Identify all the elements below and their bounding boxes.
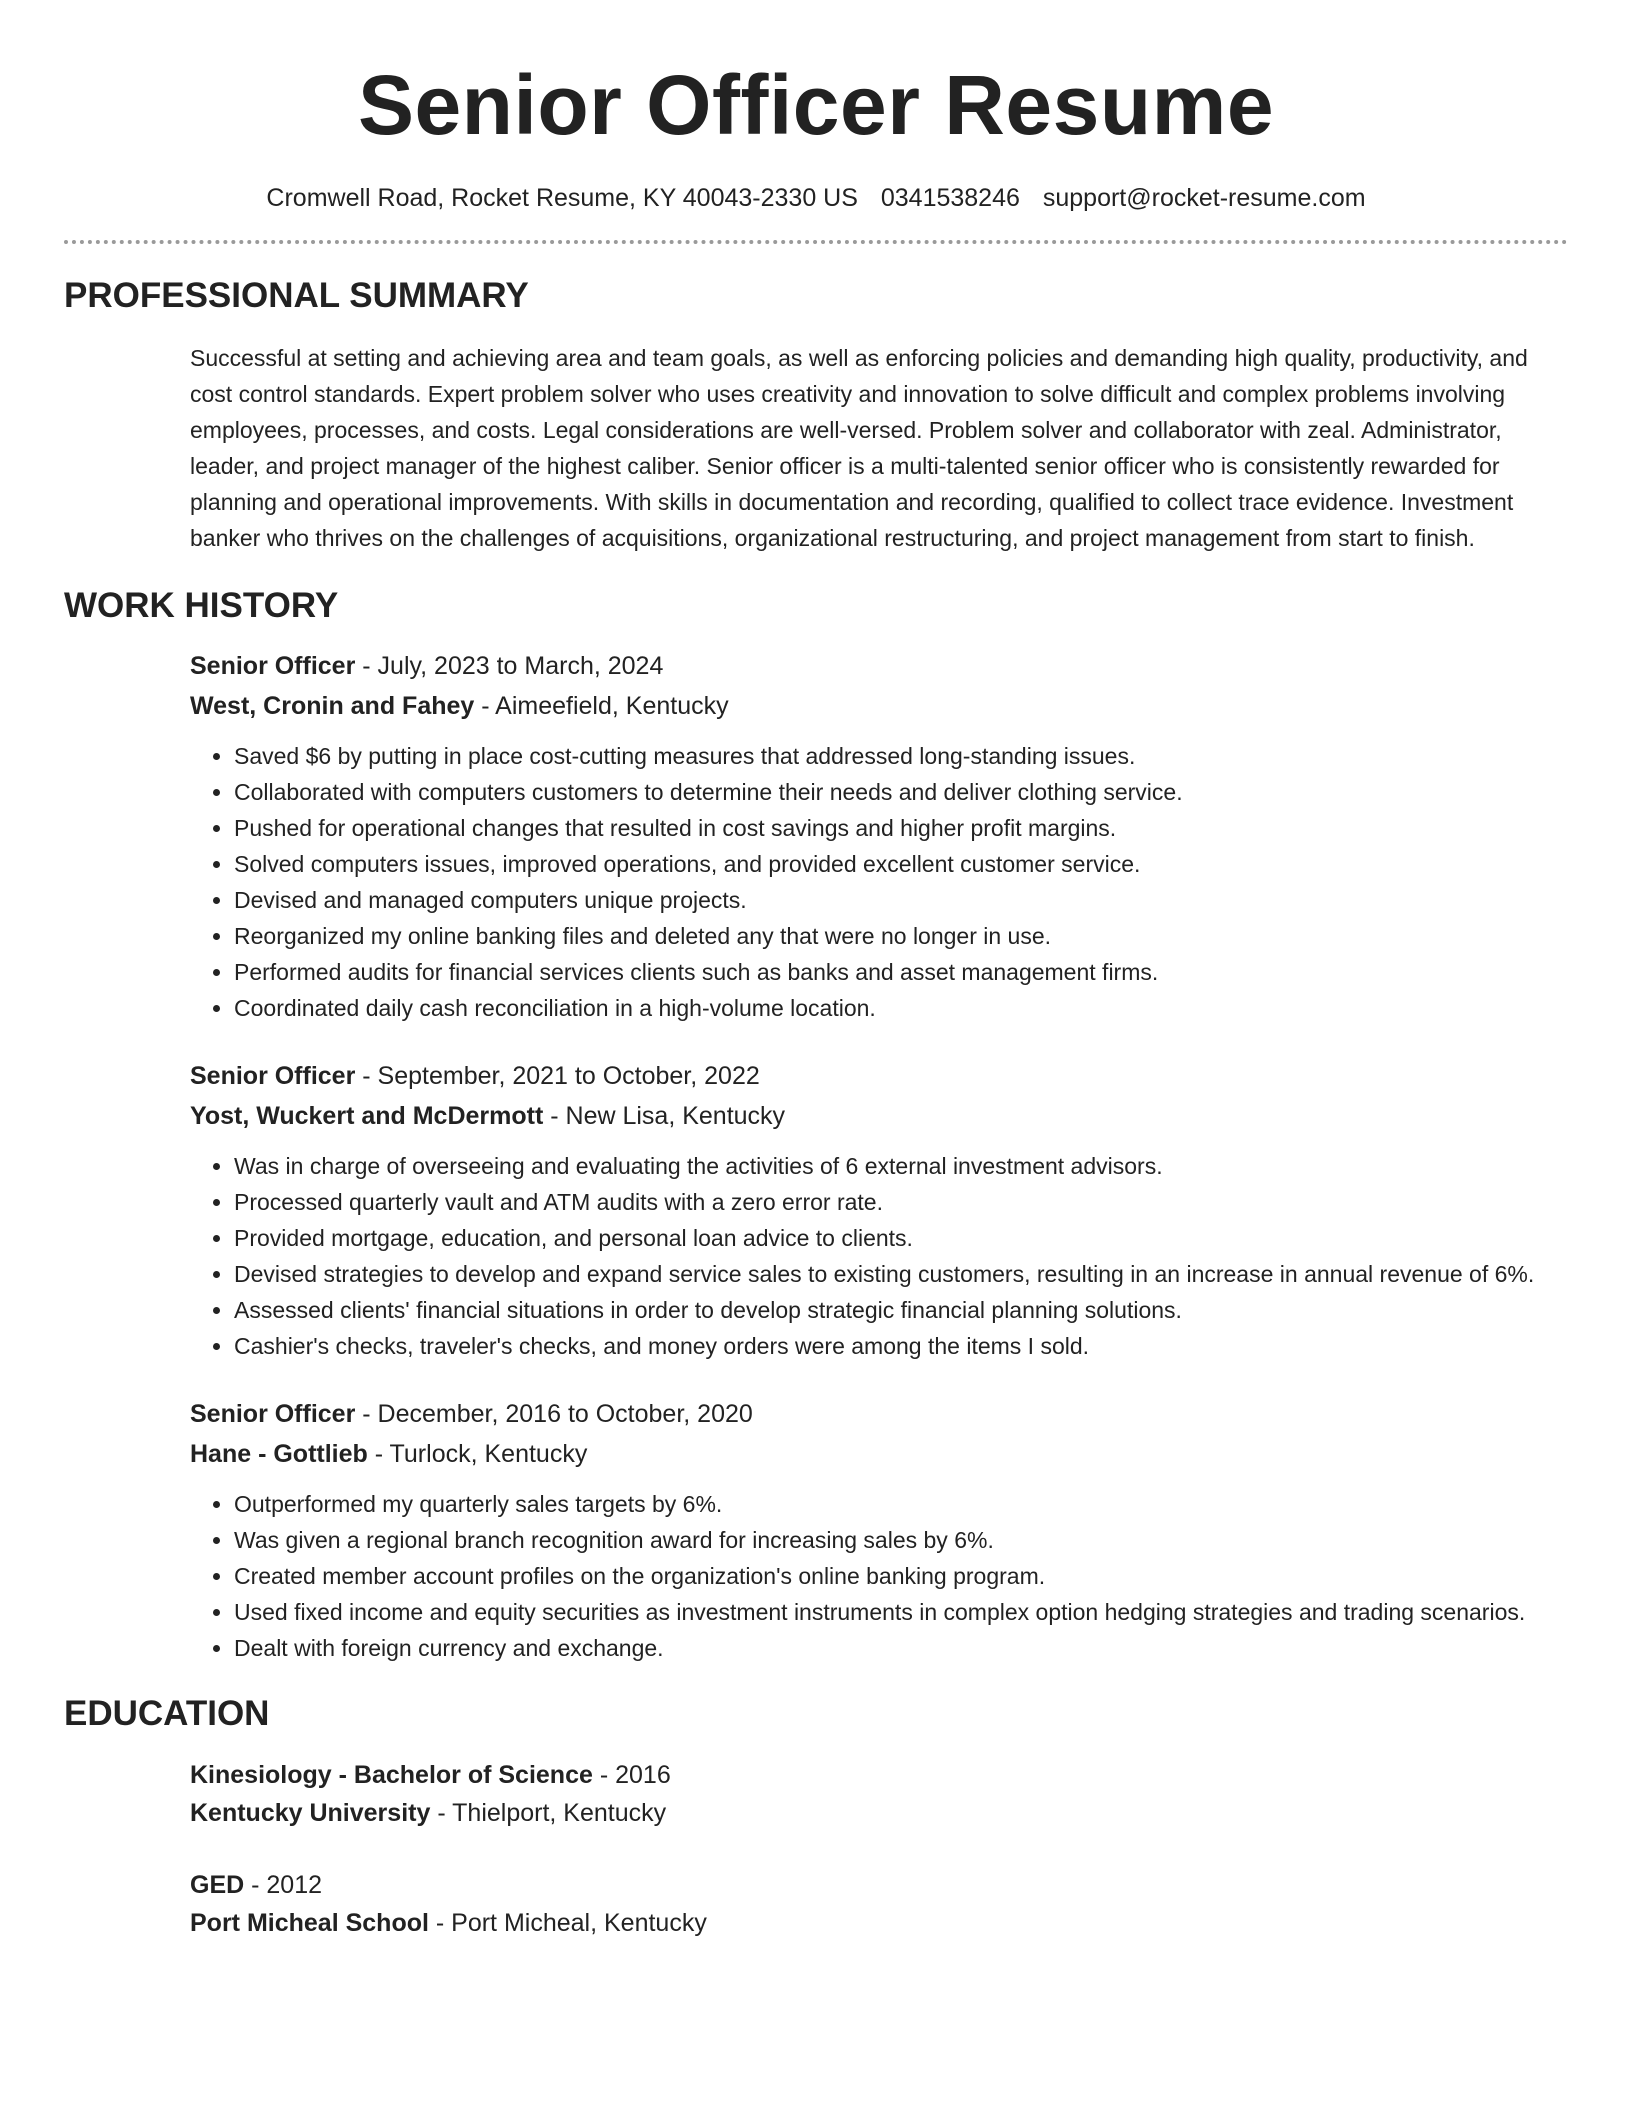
list-item: • Outperformed my quarterly sales targets by 6%. <box>234 1486 1568 1522</box>
job-company: Hane - Gottlieb <box>190 1440 368 1468</box>
contact-line <box>64 182 1568 214</box>
job-company-line <box>190 686 1568 726</box>
job-location: - Turlock, Kentucky <box>367 1440 588 1468</box>
job-title-line <box>190 1056 1568 1096</box>
job-dates: - July, 2023 to March, 2024 <box>355 652 664 680</box>
list-item: • Was in charge of overseeing and evaluating the activities of 6 external investment advisors. <box>234 1148 1568 1184</box>
list-item: • Saved $6 by putting in place cost-cutting measures that addressed long-standing issues. <box>234 738 1568 774</box>
list-item: • Used fixed income and equity securities as investment instruments in complex option hedging strategies and trading scenarios. <box>234 1594 1568 1630</box>
list-item: • Performed audits for financial services clients such as banks and asset management firms. <box>234 954 1568 990</box>
list-item: • Provided mortgage, education, and personal loan advice to clients. <box>234 1220 1568 1256</box>
degree-line <box>190 1866 1568 1904</box>
list-item: • Cashier's checks, traveler's checks, and money orders were among the items I sold. <box>234 1328 1568 1364</box>
job-location: - New Lisa, Kentucky <box>543 1102 786 1130</box>
job-entry <box>190 646 1568 1026</box>
degree: Kinesiology - Bachelor of Science <box>190 1761 593 1789</box>
summary-heading: PROFESSIONAL SUMMARY <box>64 276 529 315</box>
header-divider <box>64 240 1568 244</box>
job-entry <box>190 1056 1568 1364</box>
school: Port Micheal School <box>190 1909 429 1937</box>
degree-year: - 2012 <box>244 1871 323 1899</box>
degree: GED <box>190 1871 245 1899</box>
job-company: West, Cronin and Fahey <box>190 692 475 720</box>
degree-line <box>190 1756 1568 1794</box>
job-location: - Aimeefield, Kentucky <box>474 692 729 720</box>
list-item: • Solved computers issues, improved operations, and provided excellent customer service. <box>234 846 1568 882</box>
school-line <box>190 1794 1568 1832</box>
list-item: • Was given a regional branch recognition award for increasing sales by 6%. <box>234 1522 1568 1558</box>
degree-year: - 2016 <box>592 1761 671 1789</box>
education-entry <box>190 1756 1568 1832</box>
school: Kentucky University <box>190 1799 431 1827</box>
job-dates: - September, 2021 to October, 2022 <box>355 1062 760 1090</box>
school-location: - Thielport, Kentucky <box>430 1799 667 1827</box>
list-item: • Coordinated daily cash reconciliation in a high-volume location. <box>234 990 1568 1026</box>
list-item: • Dealt with foreign currency and exchange. <box>234 1630 1568 1666</box>
job-title: Senior Officer <box>190 1062 356 1090</box>
job-bullets <box>190 1486 1568 1666</box>
resume-title: Senior Officer Resume <box>357 58 1275 152</box>
job-company-line <box>190 1434 1568 1474</box>
school-location: - Port Micheal, Kentucky <box>428 1909 707 1937</box>
contact-phone: 0341538246 <box>880 184 1020 212</box>
job-bullets <box>190 1148 1568 1364</box>
job-entry <box>190 1394 1568 1666</box>
education-entry <box>190 1866 1568 1942</box>
job-title: Senior Officer <box>190 1400 356 1428</box>
school-line <box>190 1904 1568 1942</box>
job-dates: - December, 2016 to October, 2020 <box>355 1400 753 1428</box>
list-item: • Devised strategies to develop and expand service sales to existing customers, resulting in an increase in annual revenue of 6%. <box>234 1256 1568 1292</box>
job-bullets <box>190 738 1568 1026</box>
job-title: Senior Officer <box>190 652 356 680</box>
list-item: • Collaborated with computers customers to determine their needs and deliver clothing service. <box>234 774 1568 810</box>
job-company: Yost, Wuckert and McDermott <box>190 1102 544 1130</box>
list-item: • Assessed clients' financial situations in order to develop strategic financial planning solutions. <box>234 1292 1568 1328</box>
job-title-line <box>190 646 1568 686</box>
contact-address: Cromwell Road, Rocket Resume, KY 40043-2330 US <box>266 184 858 212</box>
summary-text: Successful at setting and achieving area and team goals, as well as enforcing policies and demanding high quality, productivity, and cost control standards. Expert problem solver who uses creativity and innovation to solve difficult and complex problems involving employees, processes, and costs. Legal considerations are well-versed. Problem solver and collaborator with zeal. Administrator, leader, and project manager of the highest caliber. Senior officer is a multi-talented senior officer who is consistently rewarded for planning and operational improvements. With skills in documentation and recording, qualified to collect trace evidence. Investment banker who thrives on the challenges of acquisitions, organizational restructuring, and project management from start to finish. <box>190 345 1528 551</box>
work-history-heading: WORK HISTORY <box>64 586 339 625</box>
list-item: • Processed quarterly vault and ATM audits with a zero error rate. <box>234 1184 1568 1220</box>
list-item: • Pushed for operational changes that resulted in cost savings and higher profit margins. <box>234 810 1568 846</box>
list-item: • Devised and managed computers unique projects. <box>234 882 1568 918</box>
job-title-line <box>190 1394 1568 1434</box>
list-item: • Created member account profiles on the organization's online banking program. <box>234 1558 1568 1594</box>
contact-email: support@rocket-resume.com <box>1042 184 1366 212</box>
education-heading: EDUCATION <box>64 1694 270 1733</box>
list-item: • Reorganized my online banking files and deleted any that were no longer in use. <box>234 918 1568 954</box>
job-company-line <box>190 1096 1568 1136</box>
